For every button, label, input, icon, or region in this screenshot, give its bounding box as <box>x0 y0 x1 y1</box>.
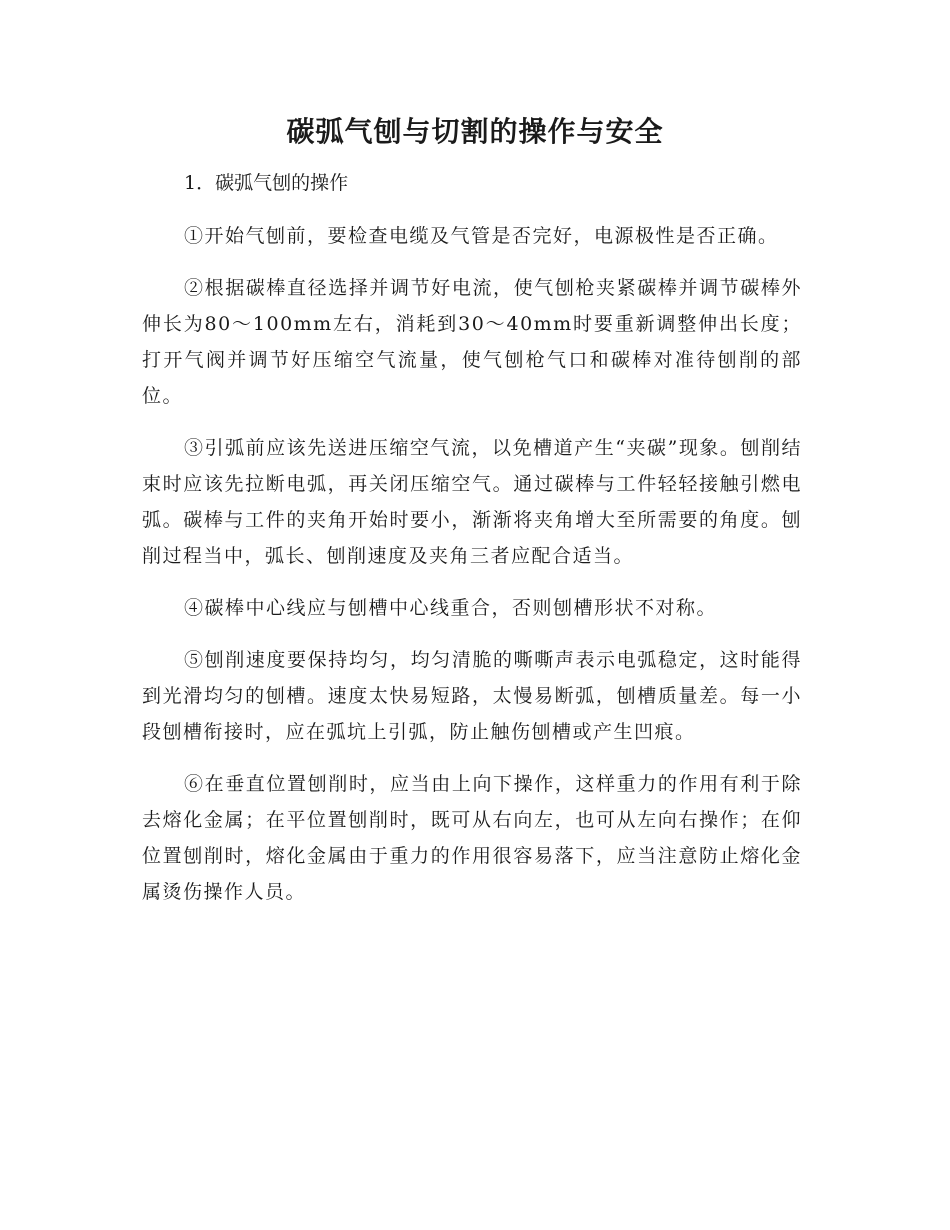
document-body <box>142 166 802 926</box>
section-heading: 1．碳弧气刨的操作 <box>184 172 349 194</box>
paragraph-1: ①开始气刨前，要检查电缆及气管是否完好，电源极性是否正确。 <box>184 225 779 247</box>
paragraph-4: ④碳棒中心线应与刨槽中心线重合，否则刨槽形状不对称。 <box>184 597 718 619</box>
paragraph-6: ⑥在垂直位置刨削时，应当由上向下操作，这样重力的作用有利于除去熔化金属；在平位置刨削时，既可从右向左，也可从左向右操作；在仰位置刨削时，熔化金属由于重力的作用很容易落下，应当注意防止熔化金属烫伤操作人员。 <box>142 773 802 903</box>
paragraph-3: ③引弧前应该先送进压缩空气流，以免槽道产生“夹碳”现象。刨削结束时应该先拉断电弧，再关闭压缩空气。通过碳棒与工件轻轻接触引燃电弧。碳棒与工件的夹角开始时要小，渐渐将夹角增大至所需要的角度。刨削过程当中，弧长、刨削速度及夹角三者应配合适当。 <box>142 437 802 567</box>
document-title: 碳弧气刨与切割的操作与安全 <box>286 115 664 148</box>
paragraph-5: ⑤刨削速度要保持均匀，均匀清脆的嘶嘶声表示电弧稳定，这时能得到光滑均匀的刨槽。速度太快易短路，太慢易断弧，刨槽质量差。每一小段刨槽衔接时，应在弧坑上引弧，防止触伤刨槽或产生凹痕。 <box>142 649 802 743</box>
paragraph-2: ②根据碳棒直径选择并调节好电流，使气刨枪夹紧碳棒并调节碳棒外伸长为80～100mm左右，消耗到30～40mm时要重新调整伸出长度；打开气阀并调节好压缩空气流量，使气刨枪气口和碳棒对准待刨削的部位。 <box>142 277 802 407</box>
